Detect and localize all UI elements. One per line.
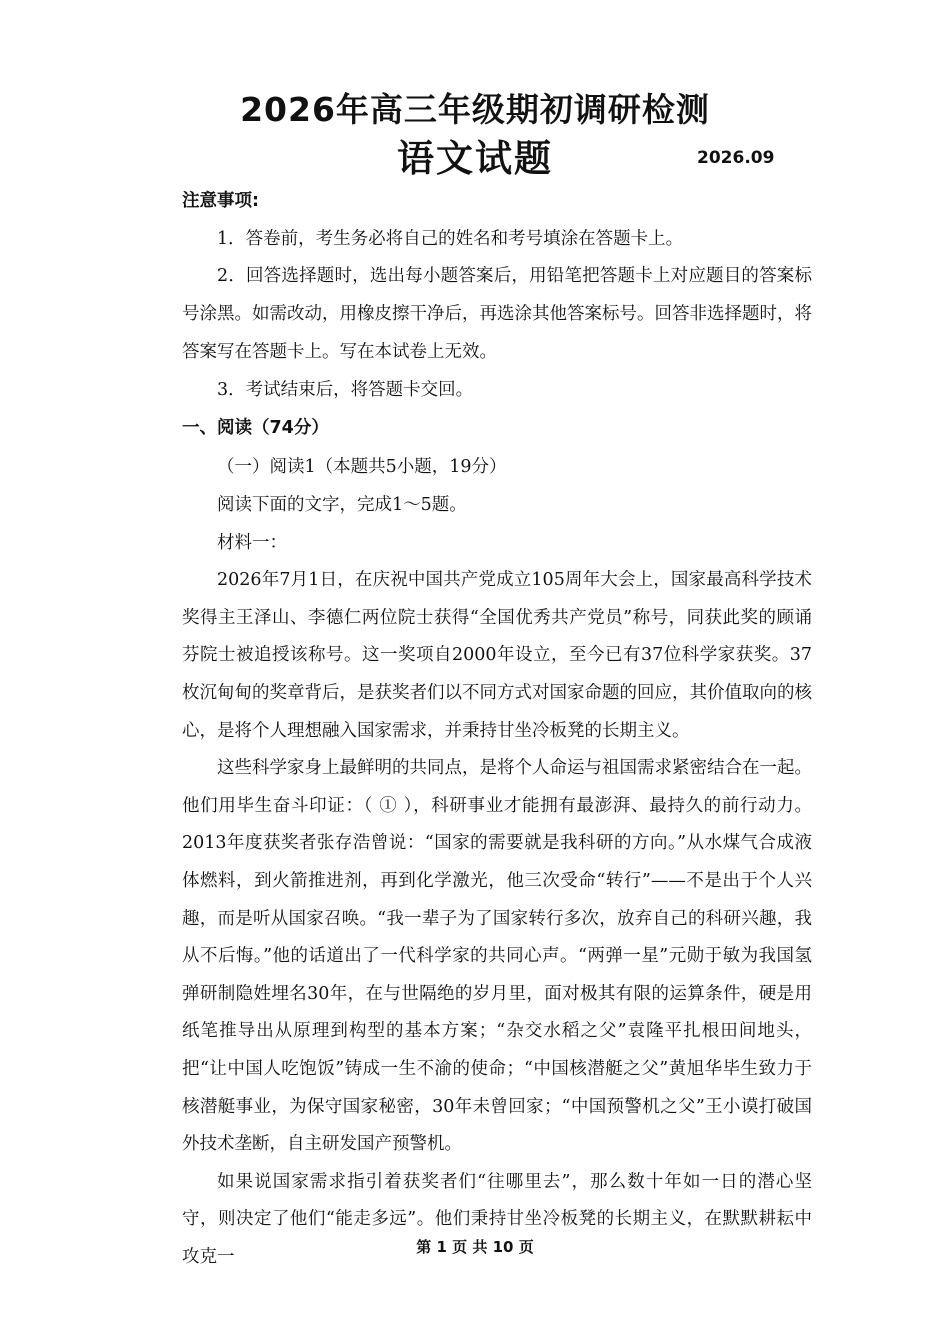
- paragraph-2: 这些科学家身上最鲜明的共同点，是将个人命运与祖国需求紧密结合在一起。他们用毕生奋斗印证：（ ① ），科研事业才能拥有最澎湃、最持久的前行动力。2013年度获奖者张存浩曾说：“国家的需要就是我科研的方向。”从水煤气合成液体燃料，到火箭推进剂，再到化学激光，他三次受命“转行”——不是出于个人兴趣，而是听从国家召唤。“我一辈子为了国家转行多次，放弃自己的科研兴趣，我从不后悔。”他的话道出了一代科学家的共同心声。“两弹一星”元勋于敏为我国氢弹研制隐姓埋名30年，在与世隔绝的岁月里，面对极其有限的运算条件，硬是用纸笔推导出从原理到构型的基本方案；“杂交水稻之父”袁隆平扎根田间地头，把“让中国人吃饱饭”铸成一生不渝的使命；“中国核潜艇之父”黄旭华毕生致力于核潜艇事业，为保守国家秘密，30年未曾回家；“中国预警机之父”王小谟打破国外技术垄断，自主研发国产预警机。: [182, 758, 812, 1155]
- paragraph-3: 如果说国家需求指引着获奖者们“往哪里去”，那么数十年如一日的潜心坚守，则决定了他们“能走多远”。他们秉持甘坐冷板凳的长期主义，在默默耕耘中攻克一: [182, 1171, 812, 1267]
- notice-item-3: 3．考试结束后，将答题卡交回。: [217, 380, 474, 401]
- section-heading: 一、阅读（74分）: [182, 418, 329, 439]
- exam-subject-title: 语文试题: [397, 137, 553, 180]
- page-number: 第 1 页 共 10 页: [416, 1238, 534, 1256]
- paragraph-1: 2026年7月1日，在庆祝中国共产党成立105周年大会上，国家最高科学技术奖得主王泽山、李德仁两位院士获得“全国优秀共产党员”称号，同获此奖的顾诵芬院士被追授该称号。这一奖项自2000年设立，至今已有37位科学家获奖。37枚沉甸甸的奖章背后，是获奖者们以不同方式对国家命题的回应，其价值取向的核心，是将个人理想融入国家需求，并秉持甘坐冷板凳的长期主义。: [182, 570, 812, 741]
- part-heading: （一）阅读1（本题共5小题，19分）: [217, 456, 507, 477]
- material-label: 材料一：: [217, 533, 287, 553]
- notice-item-2: 2．回答选择题时，选出每小题答案后，用铅笔把答题卡上对应题目的答案标号涂黑。如需改动，用橡皮擦干净后，再选涂其他答案标号。回答非选择题时，将答案写在答题卡上。写在本试卷上无效。: [182, 266, 812, 362]
- notice-heading: 注意事项:: [182, 191, 259, 211]
- exam-date: 2026.09: [697, 148, 775, 168]
- reading-instruction: 阅读下面的文字，完成1～5题。: [217, 494, 467, 515]
- notice-item-1: 1．答卷前，考生务必将自己的姓名和考号填涂在答题卡上。: [217, 229, 684, 250]
- exam-title: 2026年高三年级期初调研检测: [240, 90, 710, 129]
- exam-content: [182, 182, 812, 1276]
